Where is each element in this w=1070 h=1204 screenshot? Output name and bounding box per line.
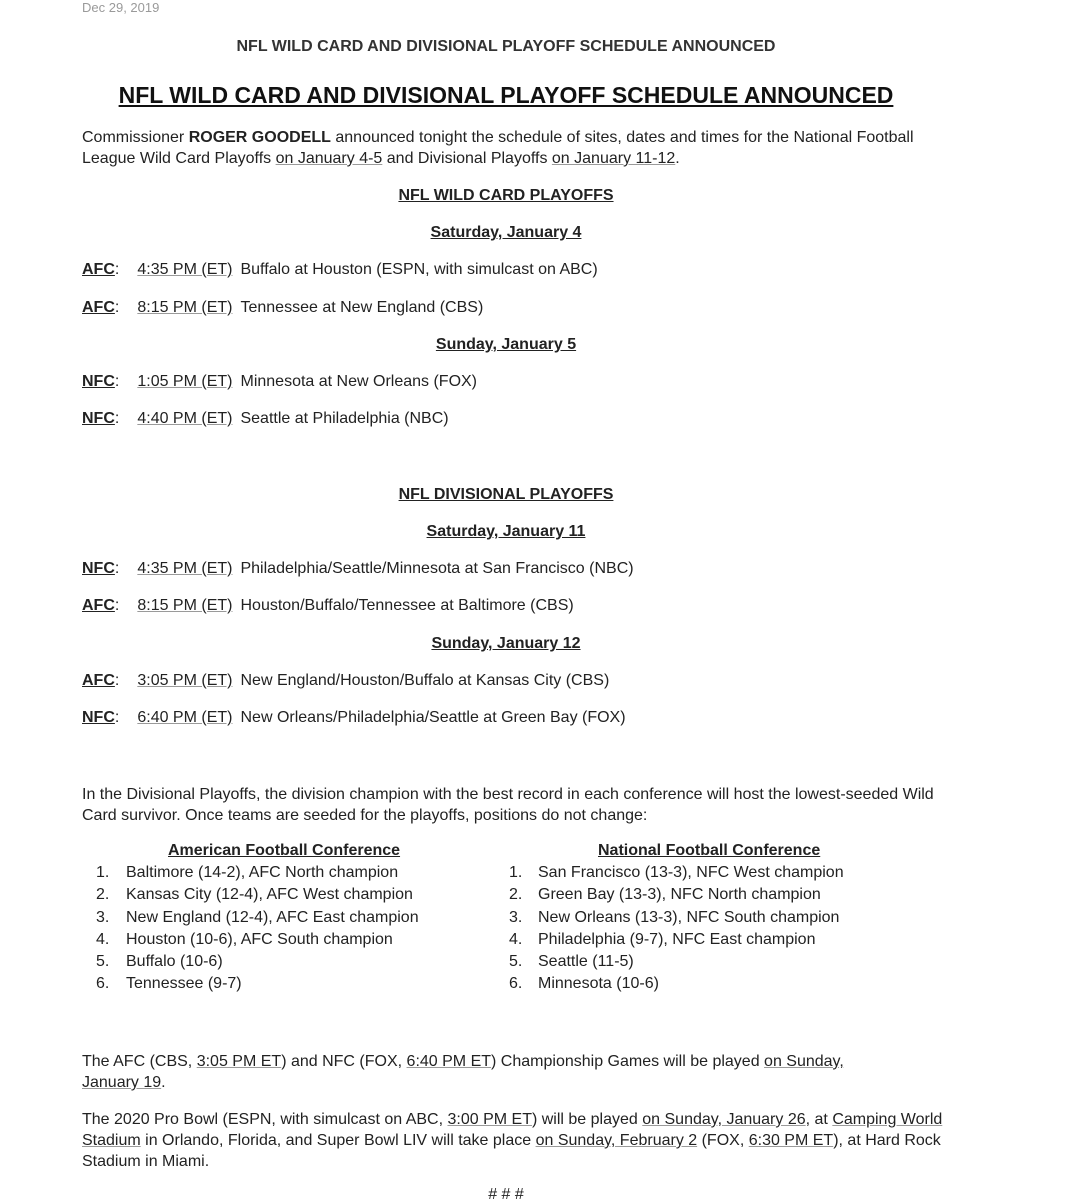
game-row: NFC: 4:35 PM (ET) Philadelphia/Seattle/Minnesota at San Francisco (NBC) [82,560,634,577]
conference-label: AFC [82,672,115,689]
conference-label: AFC [82,597,115,614]
conference-label: NFC [82,709,115,726]
commissioner-name: ROGER GOODELL [188,129,331,146]
list-item: 2. Kansas City (12-4), AFC West champion [96,886,413,904]
date-link[interactable]: on Sunday, January 19 [82,1053,844,1091]
divisional-day1: Saturday, January 11 [426,523,586,540]
end-mark: # # # [488,1186,524,1203]
game-time-link[interactable]: 4:40 PM (ET) [137,410,233,427]
time-link[interactable]: 3:05 PM ET [196,1053,282,1070]
conference-label: NFC [82,410,115,427]
date-link[interactable]: on January 4-5 [275,150,383,167]
list-item: 6. Minnesota (10-6) [509,975,659,993]
conference-label: NFC [82,373,115,390]
venue-link[interactable]: Camping World Stadium [82,1111,943,1149]
wildcard-day2: Sunday, January 5 [435,336,577,353]
probowl-paragraph: The 2020 Pro Bowl (ESPN, with simulcast on ABC, 3:00 PM ET) will be played on Sunday, January 26, at Camping World Stadium in Orlando, Florida, and Super Bowl LIV will take place on Sunday, February 2 (FOX, 6:30 PM ET), at Hard Rock Stadium in Miami. [82,1111,943,1170]
date-link[interactable]: on Sunday, January 26 [642,1111,806,1128]
game-time-link[interactable]: 6:40 PM (ET) [137,709,233,726]
game-row: AFC: 8:15 PM (ET) Tennessee at New England (CBS) [82,299,484,316]
time-link[interactable]: 3:00 PM ET [447,1111,532,1128]
conference-label: NFC [82,560,115,577]
game-row: AFC: 4:35 PM (ET) Buffalo at Houston (ESPN, with simulcast on ABC) [82,261,598,278]
list-item: 5. Buffalo (10-6) [96,953,223,971]
time-link[interactable]: 6:40 PM ET [406,1053,492,1070]
game-desc: Minnesota at New Orleans (FOX) [240,373,478,390]
nfc-seed-list [509,862,844,996]
list-item: 1. San Francisco (13-3), NFC West champion [509,864,844,881]
game-time-link[interactable]: 4:35 PM (ET) [137,560,233,577]
game-row: NFC: 4:40 PM (ET) Seattle at Philadelphia (NBC) [82,410,449,427]
email-date: Dec 29, 2019 [82,0,160,15]
date-link[interactable]: on January 11-12 [551,150,676,167]
game-row: AFC: 8:15 PM (ET) Houston/Buffalo/Tennessee at Baltimore (CBS) [82,597,574,614]
game-desc: Houston/Buffalo/Tennessee at Baltimore (CBS) [240,597,574,614]
page-title: NFL WILD CARD AND DIVISIONAL PLAYOFF SCHEDULE ANNOUNCED [118,82,894,108]
wildcard-day1: Saturday, January 4 [430,224,582,241]
game-desc: Philadelphia/Seattle/Minnesota at San Francisco (NBC) [240,560,634,577]
game-desc: New Orleans/Philadelphia/Seattle at Green Bay (FOX) [240,709,626,726]
intro-paragraph: Commissioner ROGER GOODELL announced tonight the schedule of sites, dates and times for the National Football League Wild Card Playoffs on January 4-5 and Divisional Playoffs on January 11-12. [82,129,914,167]
game-time-link[interactable]: 3:05 PM (ET) [137,672,233,689]
conference-label: AFC [82,299,115,316]
list-item: 1. Baltimore (14-2), AFC North champion [96,864,399,881]
afc-seed-list [82,862,419,996]
list-item: 5. Seattle (11-5) [509,953,634,971]
game-time-link[interactable]: 1:05 PM (ET) [137,373,233,390]
game-time-link[interactable]: 4:35 PM (ET) [137,261,233,278]
championship-paragraph: The AFC (CBS, 3:05 PM ET) and NFC (FOX, 6:40 PM ET) Championship Games will be played on Sunday, January 19. [82,1053,844,1091]
email-subject: NFL WILD CARD AND DIVISIONAL PLAYOFF SCHEDULE ANNOUNCED [236,38,776,55]
wildcard-heading: NFL WILD CARD PLAYOFFS [398,187,614,204]
game-time-link[interactable]: 8:15 PM (ET) [137,299,233,316]
nfc-heading: National Football Conference [598,842,821,859]
game-desc: New England/Houston/Buffalo at Kansas City (CBS) [240,672,610,689]
list-item: 3. New Orleans (13-3), NFC South champion [509,908,840,926]
list-item: 4. Philadelphia (9-7), NFC East champion [509,930,816,948]
game-row: NFC: 6:40 PM (ET) New Orleans/Philadelphia/Seattle at Green Bay (FOX) [82,709,626,726]
game-row: NFC: 1:05 PM (ET) Minnesota at New Orleans (FOX) [82,373,478,390]
list-item: 6. Tennessee (9-7) [96,975,242,993]
afc-heading: American Football Conference [168,842,401,859]
date-link[interactable]: on Sunday, February 2 [535,1132,698,1149]
list-item: 3. New England (12-4), AFC East champion [96,908,419,926]
divisional-heading: NFL DIVISIONAL PLAYOFFS [398,486,614,503]
game-row: AFC: 3:05 PM (ET) New England/Houston/Buffalo at Kansas City (CBS) [82,672,610,689]
game-desc: Tennessee at New England (CBS) [240,299,484,316]
game-desc: Buffalo at Houston (ESPN, with simulcast on ABC) [240,261,598,278]
divisional-day2: Sunday, January 12 [431,635,581,652]
game-desc: Seattle at Philadelphia (NBC) [240,410,449,427]
seeding-intro: In the Divisional Playoffs, the division champion with the best record in each conference will host the lowest-seeded Wild Card survivor. Once teams are seeded for the playoffs, positions do not change: [82,786,934,824]
game-time-link[interactable]: 8:15 PM (ET) [137,597,233,614]
conference-label: AFC [82,261,115,278]
list-item: 4. Houston (10-6), AFC South champion [96,930,393,948]
time-link[interactable]: 6:30 PM ET [748,1132,834,1149]
list-item: 2. Green Bay (13-3), NFC North champion [509,886,821,904]
